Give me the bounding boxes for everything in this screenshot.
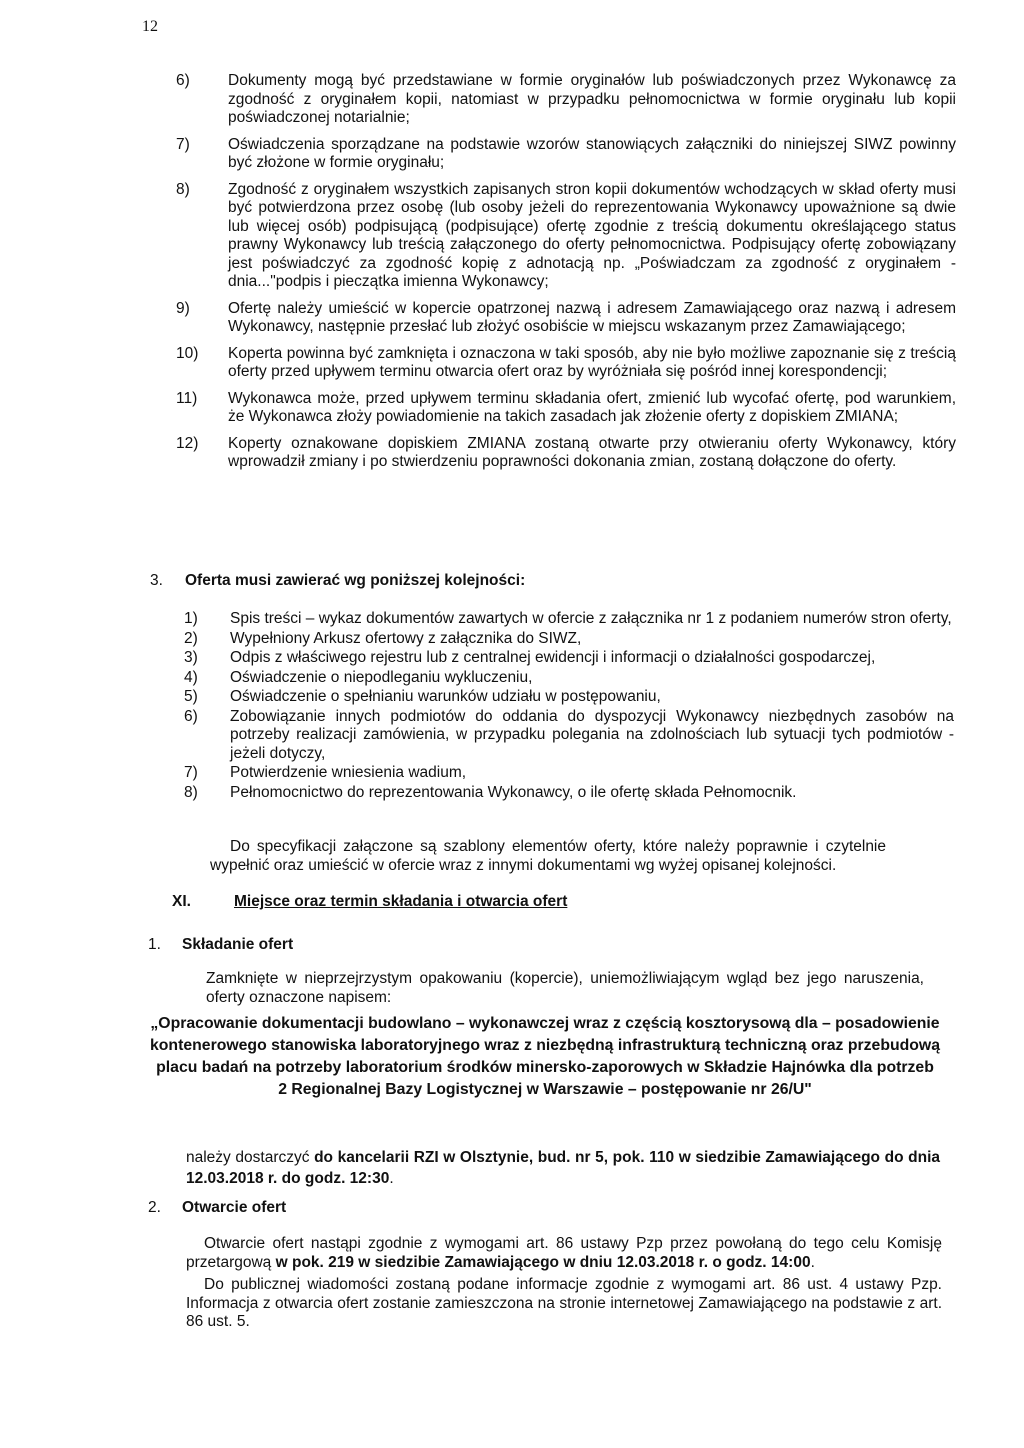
- section-title: Oferta musi zawierać wg poniższej kolejności:: [185, 572, 526, 589]
- item-number: 8): [184, 783, 198, 801]
- item-number: 4): [184, 668, 198, 686]
- opening-place-date: w pok. 219 w siedzibie Zamawiającego w dniu 12.03.2018 r. o godz. 14:00: [275, 1253, 811, 1271]
- list-item: [184, 688, 954, 707]
- offer-order-list: [184, 610, 954, 803]
- list-item: [184, 630, 954, 649]
- item-number: 8): [176, 180, 190, 198]
- opening-tail: .: [810, 1253, 815, 1271]
- section-3-heading: [150, 572, 950, 591]
- item-number: 2): [184, 629, 198, 647]
- list-item: [176, 136, 956, 173]
- section-number: 3.: [150, 572, 163, 589]
- templates-note: Do specyfikacji załączone są szablony elementów oferty, które należy poprawnie i czytelnie wypełnić oraz umieścić w ofercie wraz z innymi dokumentami wg wyżej opisanej kolejności.: [210, 838, 886, 874]
- subsection-2-heading: [148, 1199, 748, 1218]
- item-number: 5): [184, 688, 198, 705]
- item-number: 3): [184, 649, 198, 666]
- item-text: Oświadczenie o niepodleganiu wykluczeniu,: [230, 668, 533, 686]
- section-title: Miejsce oraz termin składania i otwarcia ofert: [234, 893, 568, 910]
- item-text: Oświadczenia sporządzane na podstawie wzorów stanowiących załączniki do niniejszej SIWZ powinny być złożone w formie oryginału;: [228, 135, 956, 171]
- item-number: 12): [176, 434, 199, 452]
- item-text: Spis treści – wykaz dokumentów zawartych w ofercie z załącznika nr 1 z podaniem numerów stron oferty,: [230, 610, 952, 627]
- item-number: 9): [176, 299, 190, 317]
- item-text: Ofertę należy umieścić w kopercie opatrzonej nazwą i adresem Zamawiającego oraz nazwą i adresem Wykonawcy, następnie przesłać lub złożyć osobiście w miejscu wskazanym przez Zamawiającego;: [228, 299, 956, 335]
- item-text: Dokumenty mogą być przedstawiane w formie oryginałów lub poświadczonych przez Wykonawcę za zgodność z oryginałem kopii, natomiast w przypadku pełnomocnictwa w formie oryginału lub kopii poświadczonej notarialnie;: [228, 72, 956, 126]
- opening-lead: Otwarcie ofert nastąpi zgodnie z wymogami art. 86 ustawy Pzp przez powołaną do tego celu Komisję przetargową: [186, 1235, 942, 1271]
- section-title: Składanie ofert: [182, 936, 294, 953]
- item-text: Pełnomocnictwo do reprezentowania Wykonawcy, o ile ofertę składa Pełnomocnik.: [230, 783, 797, 801]
- section-number: 2.: [148, 1199, 161, 1216]
- item-number: 11): [176, 389, 198, 407]
- item-number: 10): [176, 344, 199, 362]
- item-number: 7): [184, 764, 198, 781]
- list-item: [184, 708, 954, 764]
- section-number: 1.: [148, 936, 161, 953]
- list-item: [184, 669, 954, 688]
- item-text: Zobowiązanie innych podmiotów do oddania do dyspozycji Wykonawcy niezbędnych zasobów na potrzeby realizacji zamówienia, w przypadku polegania na zdolnościach lub sytuacji tych podmiotów - jeżeli dotyczy,: [230, 707, 954, 762]
- submission-intro: Zamknięte w nieprzejrzystym opakowaniu (kopercie), uniemożliwiającym wgląd bez jego naruszenia, oferty oznaczone napisem:: [206, 970, 924, 1006]
- item-text: Wypełniony Arkusz ofertowy z załącznika do SIWZ,: [230, 629, 582, 647]
- list-item: [184, 764, 954, 783]
- list-item: [176, 181, 956, 292]
- item-text: Odpis z właściwego rejestru lub z centralnej ewidencji i informacji o działalności gospodarczej,: [230, 649, 876, 666]
- item-text: Koperty oznakowane dopiskiem ZMIANA zostaną otwarte przy otwieraniu oferty Wykonawcy, który wprowadził zmiany i po stwierdzeniu poprawności dokonania zmian, zostaną dołączone do oferty.: [228, 434, 956, 470]
- subsection-1-heading: [148, 936, 748, 955]
- list-item: [176, 300, 956, 337]
- item-number: 1): [184, 610, 198, 627]
- list-item: [176, 72, 956, 128]
- list-item: [184, 649, 954, 668]
- item-text: Oświadczenie o spełnianiu warunków udziału w postępowaniu,: [230, 688, 661, 705]
- list-item: [184, 784, 954, 803]
- publication-paragraph: Do publicznej wiadomości zostaną podane informacje zgodnie z wymogami art. 86 ust. 4 ustawy Pzp. Informacja z otwarcia ofert zostanie zamieszczona na stronie internetowej Zamawiającego na podstawie z art. 86 ust. 5.: [186, 1276, 942, 1330]
- item-number: 6): [176, 72, 190, 89]
- item-text: Potwierdzenie wniesienia wadium,: [230, 764, 467, 781]
- opening-paragraph: [186, 1235, 942, 1272]
- item-text: Zgodność z oryginałem wszystkich zapisanych stron kopii dokumentów wchodzących w skład oferty musi być potwierdzona przez osobę (lub osoby jeżeli do reprezentowania Wykonawcy upoważnione są dwie lub więcej osób) podpisującą (podpisujące) ofertę zgodnie z treścią dokumentu określającego status prawny Wykonawcy lub treścią załączonego do oferty pełnomocnictwa. Podpisujący ofertę zobowiązany jest poświadczyć za zgodność kopię z adnotacją np. „Poświadczam za zgodność z oryginałem - dnia..."podpis i pieczątka imienna Wykonawcy;: [228, 180, 956, 290]
- delivery-lead: należy dostarczyć: [186, 1149, 315, 1166]
- delivery-instructions: [186, 1147, 940, 1189]
- list-item: [176, 345, 956, 382]
- delivery-tail: .: [389, 1170, 394, 1187]
- item-number: 7): [176, 135, 190, 153]
- item-text: Wykonawca może, przed upływem terminu składania ofert, zmienić lub wycofać ofertę, pod warunkiem, że Wykonawca złoży powiadomienie na takich zasadach jak złożenie oferty z dopiskiem ZMIANA;: [228, 389, 956, 425]
- item-number: 6): [184, 707, 198, 725]
- list-item: [176, 390, 956, 427]
- section-title: Otwarcie ofert: [182, 1199, 287, 1216]
- page-number: 12: [142, 18, 158, 35]
- procurement-title: „Opracowanie dokumentacji budowlano – wykonawczej wraz z częścią kosztorysową dla – posadowienie kontenerowego stanowiska laboratoryjnego wraz z niezbędną infrastrukturą techniczną oraz przebudową placu badań na potrzeby laboratorium środków minersko-zaporowych w Składzie Hajnówka dla potrzeb 2 Regionalnej Bazy Logistycznej w Warszawie – postępowanie nr 26/U": [150, 1015, 940, 1098]
- section-roman-number: XI.: [172, 893, 191, 910]
- opening-info: [186, 1235, 942, 1336]
- delivery-place-deadline: do kancelarii RZI w Olsztynie, bud. nr 5, pok. 110 w siedzibie Zamawiającego do dnia 12.03.2018 r. do godz. 12:30: [186, 1149, 940, 1187]
- section-xi-heading: [172, 893, 872, 912]
- list-item: [176, 435, 956, 472]
- list-item: [184, 610, 954, 629]
- item-text: Koperta powinna być zamknięta i oznaczona w taki sposób, aby nie było możliwe zapoznanie się z treścią oferty przed upływem terminu otwarcia ofert oraz by wyróżniała się pośród innej korespondencji;: [228, 344, 956, 380]
- requirements-list: [176, 72, 956, 480]
